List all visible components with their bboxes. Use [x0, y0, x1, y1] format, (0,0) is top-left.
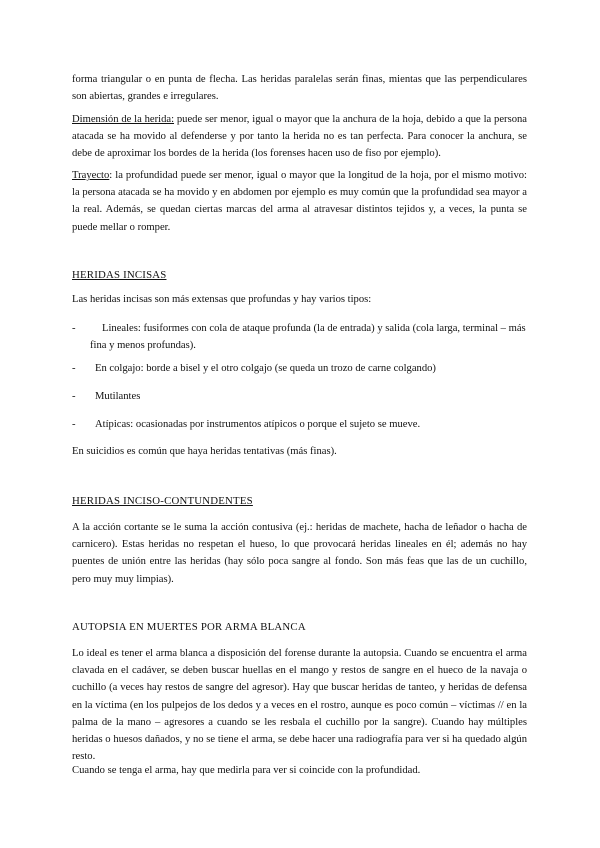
list-dash: -: [72, 323, 76, 334]
autopsia-paragraph-2: Cuando se tenga el arma, hay que medirla para ver si coincide con la profundidad.: [72, 765, 421, 776]
inciso-paragraph: A la acción cortante se le suma la acción contusiva (ej.: heridas de machete, hacha de leñador o hacha de carnicero). Estas heridas no respetan el hueso, lo que provocará heridas lineales en él; además no hay puentes de unión entre las heridas (hay sólo poca sangre al fondo. Son más feas que las de un cuchillo, pero muy muy limpias).: [72, 522, 527, 585]
list-item-lineales: Lineales: fusiformes con cola de ataque profunda (la de entrada) y salida (cola larga, terminal – más fina y menos profundas).: [90, 323, 526, 352]
heading-inciso-contundentes: HERIDAS INCISO-CONTUNDENTES: [72, 495, 253, 507]
intro-paragraph-1: forma triangular o en punta de flecha. Las heridas paralelas serán finas, mientas que las perpendiculares son abiertas, grandes e irregulares.: [72, 74, 527, 103]
list-dash: -: [72, 419, 76, 430]
list-item-mutilantes: Mutilantes: [95, 391, 141, 402]
intro-paragraph-3: [72, 167, 527, 236]
term-trayecto: Trayecto: [72, 170, 110, 181]
term-dimension: Dimensión de la herida:: [72, 114, 175, 125]
intro-paragraph-2: [72, 111, 527, 163]
trayecto-text: : la profundidad puede ser menor, igual o mayor que la longitud de la hoja, por el mismo motivo: la persona atacada se ha movido y en abdomen por ejemplo es muy común que la profundidad sea mayor a la real. Además, se quedan ciertas marcas del arma al atravesar distintos tejidos y, a veces, la punta se puede mellar o romper.: [72, 170, 527, 233]
list-dash: -: [72, 363, 76, 374]
incisas-intro: Las heridas incisas son más extensas que profundas y hay varios tipos:: [72, 294, 372, 305]
list-item-colgajo: En colgajo: borde a bisel y el otro colgajo (se queda un trozo de carne colgando): [95, 363, 436, 374]
heading-heridas-incisas: HERIDAS INCISAS: [72, 269, 167, 281]
incisas-note: En suicidios es común que haya heridas tentativas (más finas).: [72, 446, 337, 457]
list-item-atipicas: Atípicas: ocasionadas por instrumentos atípicos o porque el sujeto se mueve.: [95, 419, 421, 430]
autopsia-paragraph-1: Lo ideal es tener el arma blanca a disposición del forense durante la autopsia. Cuando se encuentra el arma clavada en el cadáver, se deben buscar huellas en el mango y restos de sangre en el hueco de la navaja o cuchillo (a veces hay restos de sangre del agresor). Hay que buscar heridas de tanteo, y heridas de defensa en la víctima (en los pulpejos de los dedos y a veces en el rostro, aunque es poco común – víctimas // en la palma de la mano – agresores a cuando se les resbala el cuchillo por la sangre). Cuando hay múltiples heridas o huesos dañados, y no se tiene el arma, se debe hacer una radiografía para ver si ha quedado algún resto.: [72, 648, 527, 763]
dimension-text: puede ser menor, igual o mayor que la anchura de la hoja, debido a que la persona atacada se ha movido al defenderse y por tanto la herida no es tan perfecta. Para conocer la anchura, se debe de aproximar los bordes de la herida (los forenses hacen uso de fiso por ejemplo).: [72, 114, 527, 160]
heading-autopsia: AUTOPSIA EN MUERTES POR ARMA BLANCA: [72, 621, 306, 633]
list-dash: -: [72, 391, 76, 402]
